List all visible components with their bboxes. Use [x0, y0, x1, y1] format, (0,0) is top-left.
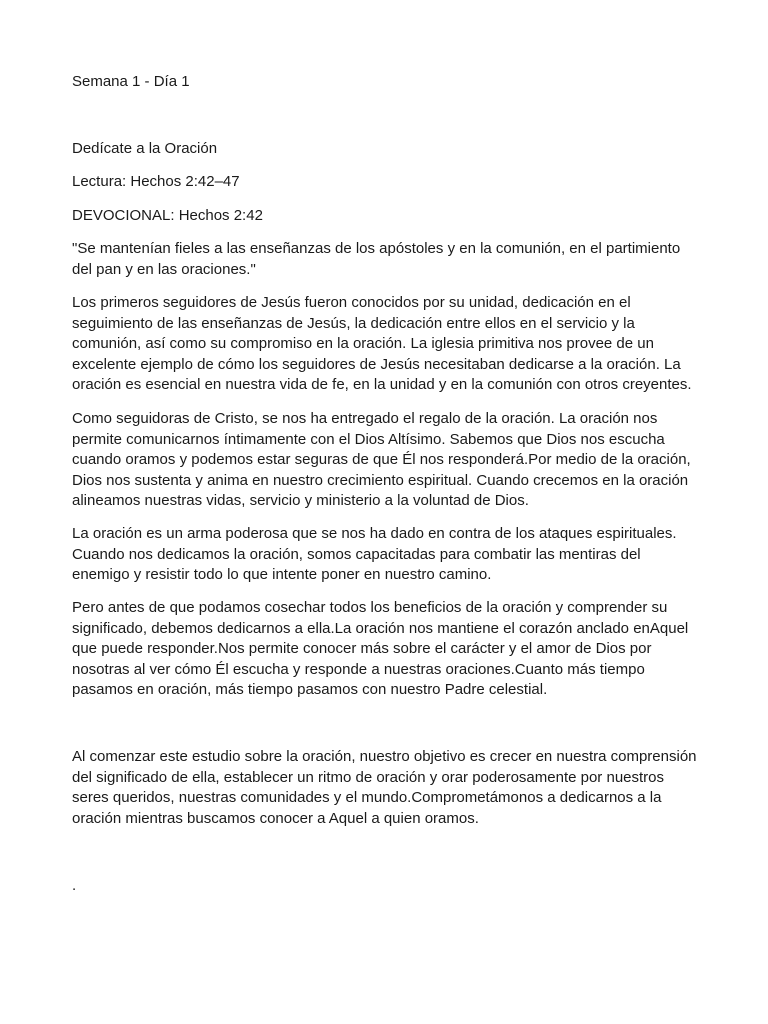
reading-reference: Lectura: Hechos 2:42–47 [72, 173, 240, 190]
body-paragraph: Pero antes de que podamos cosechar todos los beneficios de la oración y comprender su significado, debemos dedicarnos a ella.La oración nos mantiene el corazón anclado enAquel que puede responder.Nos permite conocer más sobre el carácter y el amor de Dios por nosotras al ver cómo Él escucha y responde a nuestras oraciones.Cuanto más tiempo pasamos en oración, más tiempo pasamos con nuestro Padre celestial. [72, 599, 689, 698]
body-paragraph: Como seguidoras de Cristo, se nos ha entregado el regalo de la oración. La oración nos permite comunicarnos íntimamente con el Dios Altísimo. Sabemos que Dios nos escucha cuando oramos y podemos estar seguras de que Él nos responderá.Por medio de la oración, Dios nos sustenta y anima en nuestro crecimiento espiritual. Cuando crecemos en la oración alineamos nuestras vidas, servicio y ministerio a la voluntad de Dios. [72, 410, 691, 509]
body-paragraph: La oración es un arma poderosa que se nos ha dado en contra de los ataques espirituales. Cuando nos dedicamos la oración, somos capacitadas para combatir las mentiras del enemigo y resistir todo lo que intente poner en nuestro camino. [72, 525, 677, 583]
document-title: Dedícate a la Oración [72, 140, 218, 157]
body-paragraph: Los primeros seguidores de Jesús fueron conocidos por su unidad, dedicación en el seguimiento de las enseñanzas de Jesús, la dedicación entre ellos en el servicio y la comunión, así como su compromiso en la oración. La iglesia primitiva nos provee de un excelente ejemplo de cómo los seguidores de Jesús necesitaban dedicarse a la oración. La oración es esencial en nuestra vida de fe, en la unidad y en la comunión con otros creyentes. [72, 294, 692, 393]
week-day-heading: Semana 1 - Día 1 [72, 73, 190, 90]
body-paragraph: Al comenzar este estudio sobre la oración, nuestro objetivo es crecer en nuestra comprensión del significado de ella, establecer un ritmo de oración y orar poderosamente por nuestros seres queridos, nuestras comunidades y el mundo.Comprometámonos a dedicarnos a la oración mientras buscamos conocer a Aquel a quien oramos. [72, 748, 697, 827]
devotional-reference: DEVOCIONAL: Hechos 2:42 [72, 207, 263, 224]
scripture-quote: "Se mantenían fieles a las enseñanzas de los apóstoles y en la comunión, en el partimiento del pan y en las oraciones." [72, 240, 681, 278]
trailing-period: . [72, 877, 77, 894]
